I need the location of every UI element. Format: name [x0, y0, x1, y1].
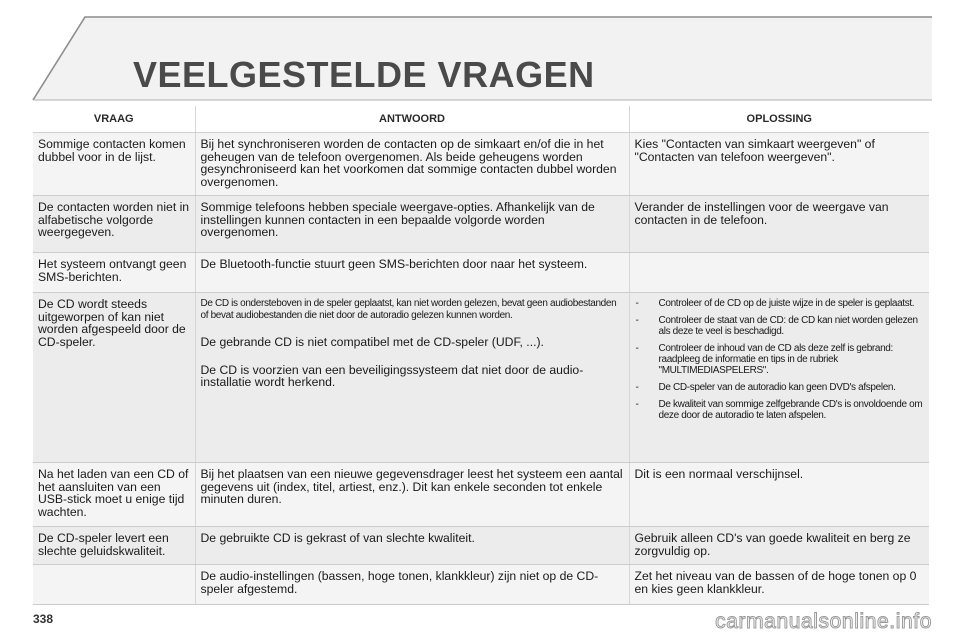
answer-cell: De gebruikte CD is gekrast of van slechte kwaliteit. [195, 527, 629, 565]
watermark: carmanualsonline.info [715, 610, 932, 633]
question-cell: De CD-speler levert een slechte geluidskwaliteit. [33, 527, 195, 565]
question-cell: Het systeem ontvangt geen SMS-berichten. [33, 253, 195, 293]
solution-cell: Gebruik alleen CD's van goede kwaliteit en berg ze zorgvuldig op. [629, 527, 929, 565]
solution-cell [629, 293, 929, 463]
list-item-text: Controleer de staat van de CD: de CD kan niet worden gelezen als deze te veel is beschadigd. [658, 315, 918, 337]
list-item-text: De CD-speler van de autoradio kan geen DVD's afspelen. [658, 382, 896, 393]
list-item [635, 343, 926, 376]
list-item [635, 315, 926, 337]
answer-cell: Bij het synchroniseren worden de contacten op de simkaart en/of die in het geheugen van de telefoon overgenomen. Als beide geheugens worden gesynchroniseerd kan het voorkomen dat sommige contacten dubbel worden overgenomen. [195, 133, 629, 196]
answer-text: De CD is voorzien van een beveiligingssysteem dat niet door de audio-installatie wordt herkend. [200, 362, 584, 389]
answer-cell: Sommige telefoons hebben speciale weergave-opties. Afhankelijk van de instellingen kunnen contacten in een bepaalde volgorde worden overgenomen. [195, 196, 629, 253]
list-item [635, 399, 926, 421]
column-header-answer: ANTWOORD [195, 106, 629, 133]
question-cell: De contacten worden niet in alfabetische volgorde weergegeven. [33, 196, 195, 253]
faq-table [33, 106, 929, 605]
question-cell: Sommige contacten komen dubbel voor in de lijst. [33, 133, 195, 196]
list-item-text: Controleer de inhoud van de CD als deze zelf is gebrand: raadpleeg de informatie en tips in de rubriek "MULTIMEDIASPELERS". [658, 343, 893, 376]
answer-cell [195, 293, 629, 463]
answer-cell: De Bluetooth-functie stuurt geen SMS-berichten door naar het systeem. [195, 253, 629, 293]
column-header-question: VRAAG [33, 106, 195, 133]
answer-cell: Bij het plaatsen van een nieuwe gegevensdrager leest het systeem een aantal gegevens uit (index, titel, artiest, enz.). Dit kan enkele seconden tot enkele minuten duren. [195, 463, 629, 527]
list-dash: - [635, 399, 639, 410]
solution-cell: Kies "Contacten van simkaart weergeven" of "Contacten van telefoon weergeven". [629, 133, 929, 196]
table-header-row [33, 106, 929, 133]
table-row [33, 293, 929, 463]
answer-text: De gebrande CD is niet compatibel met de CD-speler (UDF, ...). [200, 335, 544, 349]
answer-text-small: De CD is ondersteboven in de speler geplaatst, kan niet worden gelezen, bevat geen audiobestanden of bevat audiobestanden die niet door de autoradio gelezen kunnen worden. [200, 298, 617, 321]
answer-cell: De audio-instellingen (bassen, hoge tonen, klankkleur) zijn niet op de CD-speler afgestemd. [195, 565, 629, 605]
solution-list [635, 298, 926, 421]
list-dash: - [635, 315, 639, 326]
list-item-text: De kwaliteit van sommige zelfgebrande CD's is onvoldoende om deze door de autoradio te laten afspelen. [658, 399, 923, 421]
page-title: VEELGESTELDE VRAGEN [133, 54, 595, 95]
table-row [33, 565, 929, 605]
list-dash: - [635, 382, 639, 393]
list-item-text: Controleer of de CD op de juiste wijze in de speler is geplaatst. [658, 298, 915, 309]
question-cell: Na het laden van een CD of het aansluiten van een USB-stick moet u enige tijd wachten. [33, 463, 195, 527]
table-row [33, 253, 929, 293]
column-header-solution: OPLOSSING [629, 106, 929, 133]
list-dash: - [635, 343, 639, 354]
list-item [635, 382, 926, 393]
table-row [33, 133, 929, 196]
solution-cell: Verander de instellingen voor de weergave van contacten in de telefoon. [629, 196, 929, 253]
list-item [635, 298, 926, 309]
question-cell: De CD wordt steeds uitgeworpen of kan niet worden afgespeeld door de CD-speler. [33, 293, 195, 463]
solution-cell: Zet het niveau van de bassen of de hoge tonen op 0 en kies geen klankkleur. [629, 565, 929, 605]
question-cell [33, 565, 195, 605]
solution-cell: Dit is een normaal verschijnsel. [629, 463, 929, 527]
list-dash: - [635, 298, 639, 309]
solution-cell [629, 253, 929, 293]
table-row [33, 196, 929, 253]
table-row [33, 463, 929, 527]
table-row [33, 527, 929, 565]
page-number: 338 [33, 612, 54, 626]
